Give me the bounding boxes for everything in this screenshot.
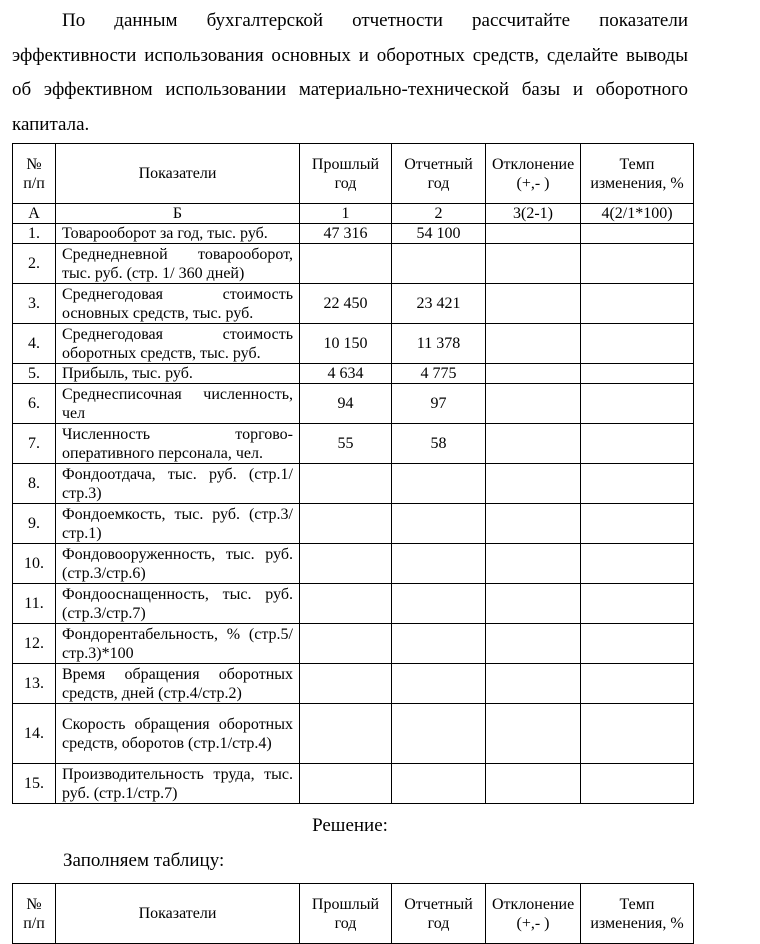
header-name: Показатели xyxy=(56,144,300,204)
table-row xyxy=(13,424,694,464)
row-rate xyxy=(581,424,694,464)
header-prev: Прошлый год xyxy=(300,884,392,944)
row-prev-value xyxy=(300,244,392,284)
table-row xyxy=(13,464,694,504)
code-cell: Б xyxy=(56,204,300,224)
row-deviation xyxy=(486,624,581,664)
row-curr-value: 23 421 xyxy=(392,284,486,324)
row-rate xyxy=(581,244,694,284)
fill-table-heading: Заполняем таблицу: xyxy=(63,850,225,871)
row-name: Фондовооруженность, тыс. руб. (стр.3/стр.6) xyxy=(56,544,300,584)
row-deviation xyxy=(486,244,581,284)
row-rate xyxy=(581,504,694,544)
row-curr-value xyxy=(392,244,486,284)
row-prev-value: 22 450 xyxy=(300,284,392,324)
row-rate xyxy=(581,764,694,804)
table-row xyxy=(13,624,694,664)
header-name: Показатели xyxy=(56,884,300,944)
header-curr: Отчетный год xyxy=(392,144,486,204)
table-row xyxy=(13,284,694,324)
row-name: Среднегодовая стоимость основных средств, тыс. руб. xyxy=(56,284,300,324)
table-row xyxy=(13,384,694,424)
row-number: 6. xyxy=(13,384,56,424)
row-rate xyxy=(581,384,694,424)
row-prev-value: 4 634 xyxy=(300,364,392,384)
row-curr-value: 4 775 xyxy=(392,364,486,384)
row-prev-value xyxy=(300,584,392,624)
row-deviation xyxy=(486,704,581,764)
table-row xyxy=(13,584,694,624)
header-row xyxy=(13,144,694,204)
code-cell: 4(2/1*100) xyxy=(581,204,694,224)
row-deviation xyxy=(486,384,581,424)
header-row xyxy=(13,884,694,944)
row-curr-value: 58 xyxy=(392,424,486,464)
row-name: Среднесписочная численность, чел xyxy=(56,384,300,424)
row-deviation xyxy=(486,364,581,384)
row-prev-value xyxy=(300,544,392,584)
row-deviation xyxy=(486,504,581,544)
row-name: Прибыль, тыс. руб. xyxy=(56,364,300,384)
row-name: Среднедневной товарооборот, тыс. руб. (стр. 1/ 360 дней) xyxy=(56,244,300,284)
header-rate: Темп изменения, % xyxy=(581,144,694,204)
row-curr-value xyxy=(392,664,486,704)
row-number: 11. xyxy=(13,584,56,624)
row-deviation xyxy=(486,324,581,364)
row-rate xyxy=(581,324,694,364)
row-name: Фондооснащенность, тыс. руб. (стр.3/стр.7) xyxy=(56,584,300,624)
row-curr-value xyxy=(392,584,486,624)
row-prev-value xyxy=(300,464,392,504)
row-number: 14. xyxy=(13,704,56,764)
header-num: № п/п xyxy=(13,884,56,944)
row-curr-value: 97 xyxy=(392,384,486,424)
header-num: № п/п xyxy=(13,144,56,204)
table-row xyxy=(13,764,694,804)
table-row xyxy=(13,704,694,764)
row-rate xyxy=(581,624,694,664)
row-rate xyxy=(581,704,694,764)
row-curr-value xyxy=(392,544,486,584)
task-text: По данным бухгалтерской отчетности рассчитайте показатели эффективности использования основных и оборотных средств, сделайте выводы об эффективном использовании материально-технической базы и оборотного капитала. xyxy=(12,10,688,135)
row-deviation xyxy=(486,464,581,504)
code-cell: 3(2-1) xyxy=(486,204,581,224)
row-prev-value: 47 316 xyxy=(300,224,392,244)
code-cell: 2 xyxy=(392,204,486,224)
row-prev-value xyxy=(300,704,392,764)
row-number: 10. xyxy=(13,544,56,584)
table-row xyxy=(13,324,694,364)
row-number: 5. xyxy=(13,364,56,384)
row-rate xyxy=(581,544,694,584)
row-prev-value: 55 xyxy=(300,424,392,464)
row-deviation xyxy=(486,664,581,704)
row-name: Скорость обращения оборотных средств, оборотов (стр.1/стр.4) xyxy=(56,704,300,764)
indicators-table xyxy=(12,143,694,804)
code-cell: 1 xyxy=(300,204,392,224)
row-number: 15. xyxy=(13,764,56,804)
row-number: 1. xyxy=(13,224,56,244)
table-row xyxy=(13,664,694,704)
row-name: Производительность труда, тыс. руб. (стр.1/стр.7) xyxy=(56,764,300,804)
row-curr-value xyxy=(392,464,486,504)
row-curr-value xyxy=(392,504,486,544)
row-number: 7. xyxy=(13,424,56,464)
row-rate xyxy=(581,364,694,384)
row-rate xyxy=(581,284,694,324)
row-rate xyxy=(581,664,694,704)
row-curr-value xyxy=(392,764,486,804)
row-rate xyxy=(581,464,694,504)
header-prev: Прошлый год xyxy=(300,144,392,204)
row-name: Время обращения оборотных средств, дней (стр.4/стр.2) xyxy=(56,664,300,704)
row-name: Среднегодовая стоимость оборотных средств, тыс. руб. xyxy=(56,324,300,364)
table-row xyxy=(13,364,694,384)
row-number: 2. xyxy=(13,244,56,284)
row-prev-value xyxy=(300,504,392,544)
row-number: 4. xyxy=(13,324,56,364)
row-curr-value xyxy=(392,624,486,664)
row-prev-value xyxy=(300,624,392,664)
row-rate xyxy=(581,584,694,624)
header-curr: Отчетный год xyxy=(392,884,486,944)
solution-table xyxy=(12,883,694,944)
row-prev-value xyxy=(300,664,392,704)
row-name: Товарооборот за год, тыс. руб. xyxy=(56,224,300,244)
row-deviation xyxy=(486,224,581,244)
row-number: 8. xyxy=(13,464,56,504)
table-row xyxy=(13,224,694,244)
row-prev-value xyxy=(300,764,392,804)
row-number: 3. xyxy=(13,284,56,324)
row-number: 9. xyxy=(13,504,56,544)
row-number: 12. xyxy=(13,624,56,664)
row-name: Фондоотдача, тыс. руб. (стр.1/стр.3) xyxy=(56,464,300,504)
code-cell: А xyxy=(13,204,56,224)
row-deviation xyxy=(486,544,581,584)
row-curr-value: 54 100 xyxy=(392,224,486,244)
row-number: 13. xyxy=(13,664,56,704)
header-dev: Отклонение (+,- ) xyxy=(486,144,581,204)
code-row xyxy=(13,204,694,224)
header-rate: Темп изменения, % xyxy=(581,884,694,944)
solution-heading: Решение: xyxy=(312,815,388,836)
table-row xyxy=(13,544,694,584)
row-prev-value: 10 150 xyxy=(300,324,392,364)
row-deviation xyxy=(486,424,581,464)
row-deviation xyxy=(486,284,581,324)
row-name: Численность торгово-оперативного персонала, чел. xyxy=(56,424,300,464)
row-curr-value xyxy=(392,704,486,764)
table-row xyxy=(13,504,694,544)
row-curr-value: 11 378 xyxy=(392,324,486,364)
row-prev-value: 94 xyxy=(300,384,392,424)
row-name: Фондорентабельность, % (стр.5/стр.3)*100 xyxy=(56,624,300,664)
table-row xyxy=(13,244,694,284)
row-rate xyxy=(581,224,694,244)
row-deviation xyxy=(486,764,581,804)
row-name: Фондоемкость, тыс. руб. (стр.3/стр.1) xyxy=(56,504,300,544)
header-dev: Отклонение (+,- ) xyxy=(486,884,581,944)
row-deviation xyxy=(486,584,581,624)
